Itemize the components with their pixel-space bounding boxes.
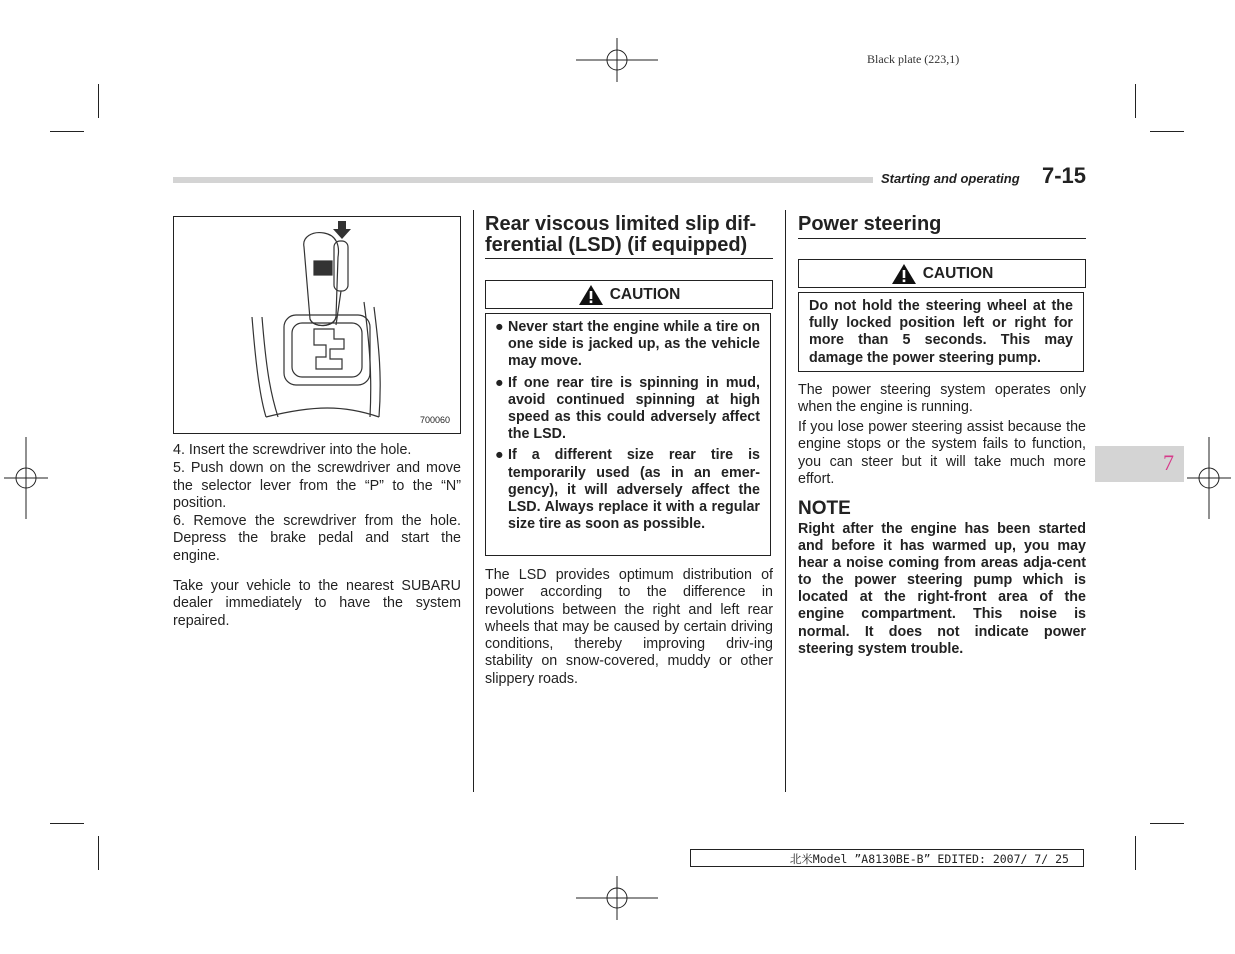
lsd-caution-body (485, 313, 771, 556)
lsd-caution-header (485, 280, 773, 309)
steps-list (173, 442, 461, 565)
warning-icon (891, 263, 917, 285)
bullet-icon: ● (495, 447, 504, 464)
bullet-icon: ● (495, 374, 504, 391)
lsd-paragraph: The LSD provides optimum distribution of power according to the difference in revolutions between the right and left rear wheels that may be caused by certain driving conditions, thereby improving driv-ing stability on snow-covered, muddy or other slippery roads. (485, 567, 773, 687)
shift-lever-illustration (174, 217, 460, 433)
lsd-heading (485, 214, 773, 256)
step-4: 4. Insert the screwdriver into the hole. (173, 442, 412, 458)
plate-label: Black plate (223,1) (867, 52, 960, 66)
column-divider (473, 210, 474, 792)
figure (173, 216, 461, 434)
caution-item: ● If one rear tire is spinning in mud, avoid continued spinning at high speed as this could adversely affect the LSD. (486, 375, 760, 444)
registration-mark-icon (4, 437, 48, 519)
figure-id: 700060 (419, 415, 450, 425)
ps-paragraph-1: The power steering system operates only when the engine is running. (798, 382, 1086, 416)
lsd-heading-line2: ferential (LSD) (if equipped) (485, 234, 748, 256)
step-6: 6. Remove the screwdriver from the hole. Depress the brake pedal and start the engine. (173, 513, 461, 564)
edit-footer: 北米Model ”A8130BE-B” EDITED: 2007/ 7/ 25 (690, 849, 1084, 867)
caution-item: ● Never start the engine while a tire on one side is jacked up, as the vehicle may move. (486, 319, 760, 371)
caution-label: CAUTION (609, 285, 681, 303)
lsd-heading-line1: Rear viscous limited slip dif- (485, 213, 757, 235)
column-divider (785, 210, 786, 792)
warning-icon (578, 284, 604, 306)
lsd-heading-rule (485, 258, 773, 259)
power-steering-heading-rule (798, 238, 1086, 239)
caution-item: ● If a different size rear tire is temporarily used (as in an emer-gency), it will adversely affect the LSD. Always replace it with a regular size tire as soon as possible. (486, 447, 760, 533)
header-bar (173, 177, 873, 183)
registration-mark-icon (576, 38, 658, 82)
section-title: Starting and operating (881, 171, 1020, 186)
caution-label: CAUTION (922, 264, 994, 282)
step-5: 5. Push down on the screwdriver and move the selector lever from the “P” to the “N” position. (173, 460, 461, 511)
registration-mark-icon (1187, 437, 1231, 519)
bullet-icon: ● (495, 319, 504, 335)
power-steering-heading: Power steering (798, 213, 942, 235)
ps-caution-text: Do not hold the steering wheel at the fully locked position left or right for more than 5 seconds. This may damage the power steering pump. (809, 298, 1073, 366)
ps-caution-header (798, 259, 1086, 288)
repair-paragraph: Take your vehicle to the nearest SUBARU dealer immediately to have the system repaired. (173, 578, 461, 629)
ps-caution-body (798, 292, 1084, 372)
ps-paragraph-2: If you lose power steering assist because the engine stops or the system fails to function, you can steer but it will take much more effort. (798, 419, 1086, 487)
note-heading: NOTE (798, 498, 851, 519)
registration-mark-icon (576, 876, 658, 920)
note-text: Right after the engine has been started and before it has warmed up, you may hear a noise coming from areas adja-cent to the power steering pump which is located at the right-front area of the engine compartment. This noise is normal. It does not indicate power steering system trouble. (798, 521, 1086, 657)
chapter-number: 7 (1163, 450, 1174, 475)
page-number: 7-15 (1042, 163, 1087, 188)
